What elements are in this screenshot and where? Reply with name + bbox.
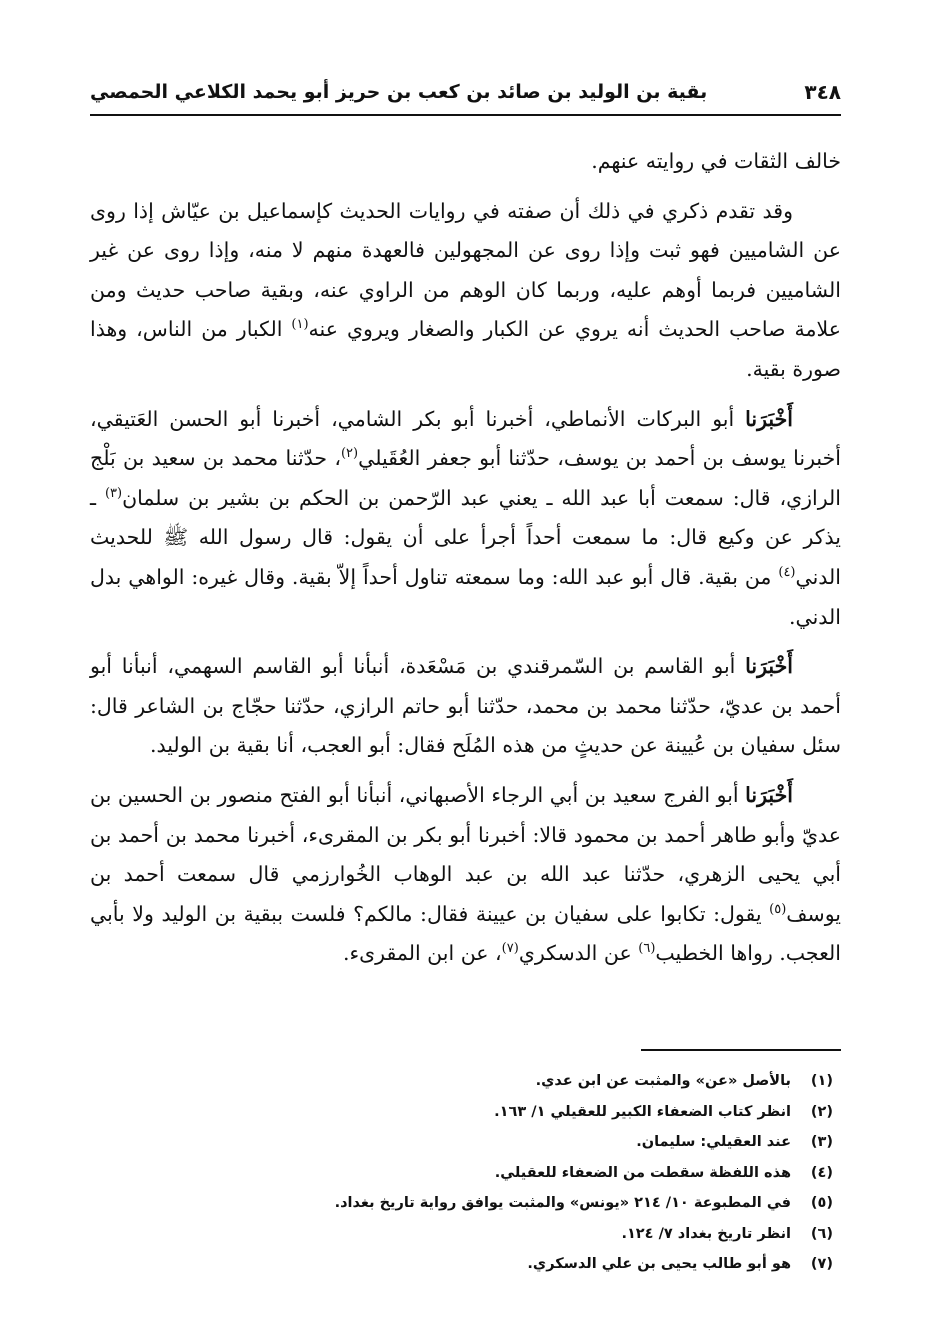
isnad-lead-word: أَخْبَرَنا [745,654,793,679]
footnote-reference: (٤) [778,565,796,581]
footnote-number: (٥) [810,1195,833,1212]
footnote-reference: (٦) [638,941,656,957]
paragraph [90,192,841,390]
paragraph-text: من بقية. قال أبو عبد الله: وما سمعته تناول أحداً إلاّ بقية. وقال غيره: الواهي بدل الدني. [90,564,841,629]
paragraph-text: خالف الثقات في روايته عنهم. [591,149,841,173]
footnote [90,1097,841,1128]
footnote [90,1219,841,1250]
paragraph-text: الكبار من الناس، وهذا صورة بقية. [90,317,841,381]
paragraph-text: أبو القاسم بن السّمرقندي بن مَسْعَدة، أنبأنا أبو القاسم السهمي، أنبأنا أبو أحمد بن عديّ، حدّثنا محمد بن محمد، حدّثنا أبو حاتم الرازي، حدّثنا حجّاج بن الشاعر قال: سئل سفيان بن عُيينة عن حديثٍ من هذه المُلَح فقال: أبو العجب، أنا بقية بن الوليد. [90,654,841,758]
footnote [90,1158,841,1189]
footnote-reference: (٧) [501,941,519,957]
footnote-number: (٧) [810,1256,833,1273]
isnad-lead-word: أَخْبَرَنا [745,782,793,807]
paragraph-text: ، حدّثنا محمد بن سعيد بن بَلْج الرازي، قال: سمعت أبا عبد الله ـ يعني عبد الرّحمن بن الحكم بن بشير بن سلمان [90,446,841,510]
footnote [90,1066,841,1097]
footnote-reference: (٢) [340,446,359,462]
footnote [90,1249,841,1280]
paragraph [90,142,841,182]
footnote-text: هو أبو طالب يحيى بن علي الدسكري. [527,1256,791,1273]
page-number: ٣٤٨ [804,80,841,104]
footnote [90,1127,841,1158]
paragraph [90,400,841,638]
paragraph-text: ـ يذكر عن وكيع قال: ما سمعت أحداً أجرأ على أن يقول: قال رسول الله ﷺ للحديث الدني [90,485,841,589]
paragraph-text: عن الدسكري [518,941,639,966]
page-header [90,70,841,116]
footnote-reference: (٣) [104,485,123,501]
paragraph-text: أبو البركات الأنماطي، أخبرنا أبو بكر الشامي، أخبرنا أبو الحسن العَتيقي، أخبرنا يوسف بن أحمد بن يوسف، حدّثنا أبو جعفر العُقَيلي [90,406,841,471]
footnote-number: (٢) [810,1103,833,1120]
running-title: بقية بن الوليد بن صائد بن كعب بن حريز أبو يحمد الكلاعي الحمصي [90,81,708,103]
footnote-text: عند العقيلي: سليمان. [636,1134,791,1151]
footnote [90,1188,841,1219]
footnote-text: بالأصل «عن» والمثبت عن ابن عدي. [535,1073,791,1090]
paragraph [90,647,841,766]
footnote-text: هذه اللفظة سقطت من الضعفاء للعقيلي. [494,1164,791,1181]
footnote-text: انظر كتاب الضعفاء الكبير للعقيلي ١/ ١٦٣. [494,1103,791,1120]
footnotes [90,1066,841,1280]
main-text [90,142,841,984]
paragraph-text: ، عن ابن المقرىء. [342,941,502,966]
footnote-reference: (٥) [769,901,787,917]
footnote-number: (١) [810,1073,833,1090]
isnad-lead-word: أَخْبَرَنا [745,406,793,431]
footnote-reference: (١) [291,317,309,333]
footnote-text: انظر تاريخ بغداد ٧/ ١٢٤. [621,1225,791,1242]
paragraph-text: أبو الفرج سعيد بن أبي الرجاء الأصبهاني، أنبأنا أبو الفتح منصور بن الحسين بن عديّ وأبو طاهر أحمد بن محمود قالا: أخبرنا أبو بكر بن المقرىء، أخبرنا محمد بن أحمد بن أبي يحيى الزهري، حدّثنا عبد الله بن عبد الوهاب الخُوارزمي قال سمعت أحمد بن يوسف [90,782,841,926]
footnote-text: في المطبوعة ١٠/ ٢١٤ «يونس» والمثبت يوافق رواية تاريخ بغداد. [334,1195,791,1212]
paragraph [90,776,841,974]
paragraph-text: وقد تقدم ذكري في ذلك أن صفته في روايات الحديث كإسماعيل بن عيّاش إذا روى عن الشاميين فهو ثبت وإذا روى عن المجهولين فالعهدة منهم لا منه، وإذا روى عن غير الشاميين فربما أوهم عليه، وربما كان الوهم من الراوي عنه، وبقية صاحب حديث ومن علامة صاحب الحديث أنه يروي عن الكبار والصغار ويروي عنه [90,198,841,342]
footnote-number: (٣) [810,1134,833,1151]
footnote-number: (٦) [810,1225,833,1242]
paragraph-text: يقول: تكابوا على سفيان بن عيينة فقال: مالكم؟ فلست ببقية بن الوليد ولا بأبي العجب. رواها الخطيب [90,901,841,966]
footnote-divider [641,1049,841,1051]
footnote-number: (٤) [810,1164,833,1181]
